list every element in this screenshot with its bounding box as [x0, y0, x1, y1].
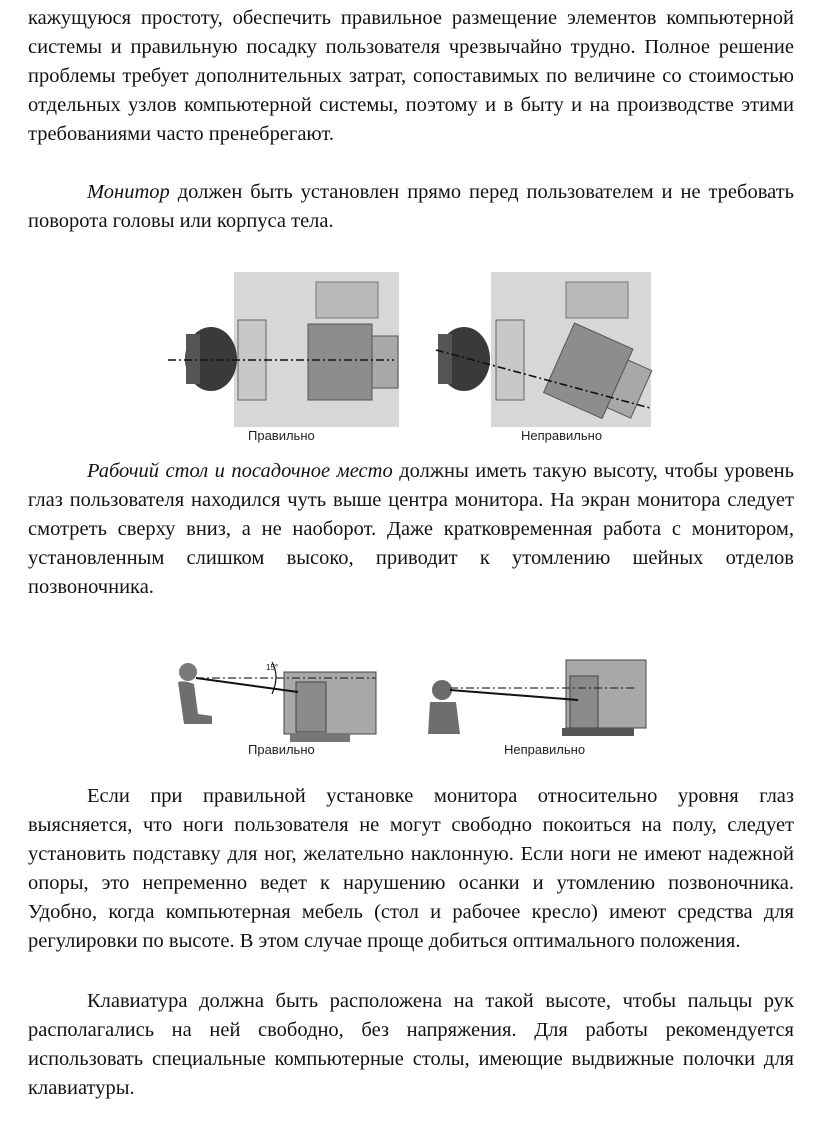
user-body-correct	[178, 681, 212, 724]
term-monitor: Монитор	[87, 181, 170, 203]
figure-monitor-placement-top-view	[166, 262, 656, 452]
user-body-incorrect	[428, 702, 460, 734]
keyboard	[496, 320, 524, 400]
monitor-stand	[562, 728, 634, 736]
user-shoulders	[186, 334, 200, 384]
monitor-screen-correct	[296, 682, 326, 732]
user-head-incorrect	[432, 680, 452, 700]
user-head-correct	[179, 663, 197, 681]
caption-incorrect: Неправильно	[521, 428, 603, 443]
monitor-back	[372, 336, 398, 388]
user-shoulders	[438, 334, 452, 384]
caption-correct: Правильно	[248, 428, 315, 443]
paragraph-keyboard: Клавиатура должна быть расположена на такой высоте, чтобы пальцы рук располагались на ней свободно, без напряжения. Для работы рекомендуется использовать специальные компьютерные столы, имеющие выдвижные полочки для клавиатуры.	[28, 990, 794, 1099]
caption-correct: Правильно	[248, 742, 315, 757]
monitor-stand	[290, 734, 350, 742]
paragraph-intro: кажущуюся простоту, обеспечить правильное размещение элементов компьютерной системы и правильную посадку пользователя чрезвычайно трудно. Полное решение проблемы требует дополнительных затрат, сопоставимых по величине со стоимостью отдельных узлов компьютерной системы, поэтому и в быту и на производстве этими требованиями часто пренебрегают.	[28, 7, 794, 145]
paragraph-desk-seat: Рабочий стол и посадочное место должны иметь такую высоту, чтобы уровень глаз пользователя находился чуть выше центра монитора. На экран монитора следует смотреть сверху вниз, а не наоборот. Даже кратковременная работа с монитором, установленным слишком высоко, приводит к утомлению шейных отделов позвоночника.	[28, 460, 794, 598]
angle-label: 15°	[266, 663, 279, 672]
line-of-sight-correct	[196, 678, 298, 692]
figure1-incorrect	[436, 272, 656, 443]
paragraph-footrest: Если при правильной установке монитора относительно уровня глаз выясняется, что ноги пользователя не могут свободно покоиться на полу, следует установить подставку для ног, желательно наклонную. Если ноги не имеют надежной опоры, это непременно ведет к нарушению осанки и утомлению позвоночника. Удобно, когда компьютерная мебель (стол и рабочее кресло) имеют средства для регулировки по высоте. В этом случае проще добиться оптимального положения.	[28, 785, 794, 952]
paragraph-monitor: Монитор должен быть установлен прямо перед пользователем и не требовать поворота головы или корпуса тела.	[28, 181, 794, 232]
desk-item	[566, 282, 628, 318]
desk-item	[316, 282, 378, 318]
monitor-correct	[308, 324, 372, 400]
term-desk-seat: Рабочий стол и посадочное место	[87, 460, 393, 482]
figure-eye-level-side-view	[166, 654, 656, 764]
figure1-correct	[168, 272, 399, 443]
caption-incorrect: Неправильно	[504, 742, 586, 757]
figure2-incorrect	[428, 660, 646, 757]
monitor-screen-incorrect	[570, 676, 598, 728]
line-of-sight-incorrect	[450, 690, 578, 700]
figure2-correct	[178, 662, 376, 757]
